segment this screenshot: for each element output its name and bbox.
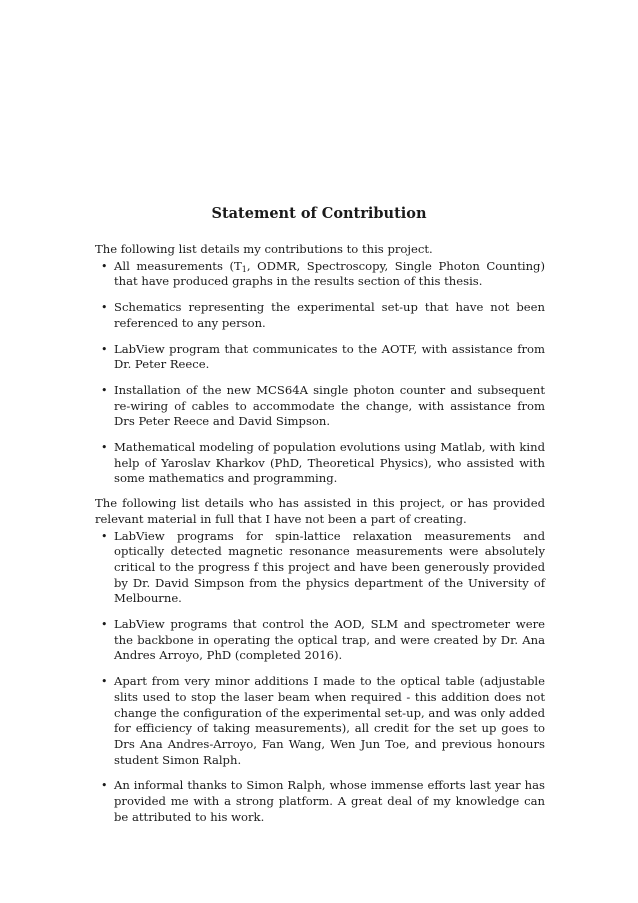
item-text-start: All measurements (T [114, 258, 242, 273]
item-text: Schematics representing the experimental set-up that have not been referenced to any person. [114, 300, 545, 330]
item-text: LabView programs that control the AOD, SLM and spectrometer were the backbone in operating the optical trap, and were created by Dr. Ana Andres Arroyo, PhD (completed 2016). [114, 617, 545, 663]
item-text: LabView program that communicates to the AOTF, with assistance from Dr. Peter Reece. [114, 341, 545, 372]
item-text: Mathematical modeling of population evolutions using Matlab, with kind help of Yaroslav Kharkov (PhD, Theoretical Physics), who assisted with some mathematics and programming. [114, 440, 545, 486]
bullet-icon: • [101, 618, 108, 632]
bullet-icon: • [101, 779, 108, 793]
bullet-icon: • [101, 383, 108, 397]
bullet-icon: • [101, 301, 108, 315]
list-item [95, 529, 545, 608]
list-item [95, 300, 545, 331]
item-text: Installation of the new MCS64A single photon counter and subsequent re-wiring of cables to accommodate the change, with assistance from Drs Peter Reece and David Simpson. [114, 382, 545, 429]
bullet-icon: • [101, 259, 108, 273]
list-item [95, 440, 545, 487]
item-text: LabView programs for spin-lattice relaxation measurements and optically detected magnetic resonance measurements were absolutely critical to the progress f this project and have been generously provided by Dr. David Simpson from the physics department of the University of Melbourne. [114, 528, 545, 606]
list-item [95, 383, 545, 430]
subscript: 1 [241, 264, 247, 274]
bullet-icon: • [101, 529, 108, 543]
bullet-icon: • [101, 675, 108, 689]
bullet-icon: • [101, 441, 108, 455]
item-text: An informal thanks to Simon Ralph, whose immense efforts last year has provided me with a strong platform. A great deal of my knowledge can be attributed to his work. [114, 778, 545, 824]
contributions-list [95, 259, 545, 487]
list-item [95, 778, 545, 825]
list-item [95, 617, 545, 664]
list-item [95, 674, 545, 768]
item-text: Apart from very minor additions I made to the optical table (adjustable slits used to stop the laser beam when required - this addition does not change the configuration of the experimental set-up, and was only added for efficiency of taking measurements), all credit for the set up goes to Drs Ana Andres-Arroyo, Fan Wang, Wen Jun Toe, and previous honours student Simon Ralph. [114, 674, 545, 767]
document-body [95, 242, 545, 835]
contributions-intro: The following list details my contributions to this project. [95, 242, 433, 256]
list-item [95, 259, 545, 290]
item-text-end: , ODMR, Spectroscopy, Single Photon Counting) that have produced graphs in the results section of this thesis. [114, 258, 545, 289]
list-item [95, 342, 545, 373]
assistance-intro: The following list details who has assisted in this project, or has provided relevant material in full that I have not been a part of creating. [95, 496, 545, 526]
assistance-list [95, 529, 545, 826]
bullet-icon: • [101, 342, 108, 356]
page-title: Statement of Contribution [211, 205, 427, 222]
